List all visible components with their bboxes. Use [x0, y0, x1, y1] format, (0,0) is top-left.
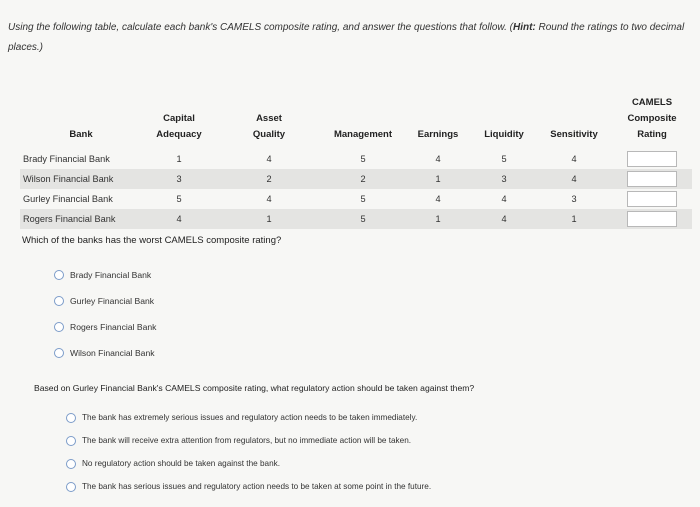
- question-1-options: [54, 262, 156, 366]
- earnings-value: 4: [435, 154, 441, 164]
- option-label: Gurley Financial Bank: [70, 296, 155, 306]
- radio-button[interactable]: [66, 482, 76, 492]
- option-label: The bank has serious issues and regulatory action needs to be taken at some point in the future.: [82, 482, 432, 491]
- bank-name: Wilson Financial Bank: [20, 169, 142, 189]
- earnings-value: 1: [404, 169, 472, 189]
- earnings-value: 4: [435, 194, 441, 204]
- table-row: [20, 149, 692, 169]
- q2-option-immediate-action[interactable]: [66, 406, 431, 429]
- header-sensitivity: Sensitivity: [550, 129, 598, 140]
- option-label: The bank will receive extra attention from regulators, but no immediate action will be taken.: [82, 436, 412, 445]
- header-capital-adequacy: Capital Adequacy: [156, 113, 202, 140]
- bank-name: Rogers Financial Bank: [20, 209, 142, 229]
- radio-button[interactable]: [66, 459, 76, 469]
- rating-cell: [612, 149, 692, 169]
- q1-option-rogers[interactable]: [54, 314, 156, 340]
- bank-name: Gurley Financial Bank: [23, 194, 113, 204]
- asset-value: 2: [216, 169, 322, 189]
- management-value: 2: [322, 169, 404, 189]
- question-2-text: Based on Gurley Financial Bank's CAMELS composite rating, what regulatory action should be taken against them?: [34, 383, 475, 393]
- q2-option-future-action[interactable]: [66, 475, 431, 498]
- instructions: Using the following table, calculate each bank's CAMELS composite rating, and answer the questions that follow. (Hint: Round the ratings to two decimal places.): [8, 22, 685, 53]
- camels-table: [20, 95, 692, 229]
- sensitivity-value: 4: [536, 169, 612, 189]
- capital-value: 1: [176, 154, 182, 164]
- radio-button[interactable]: [54, 322, 64, 332]
- sensitivity-value: 1: [536, 209, 612, 229]
- asset-value: 1: [216, 209, 322, 229]
- capital-value: 5: [176, 194, 182, 204]
- header-liquidity: Liquidity: [484, 129, 524, 140]
- header-earnings: Earnings: [417, 129, 459, 140]
- question-2-options: [66, 406, 431, 498]
- sensitivity-value: 4: [571, 154, 577, 164]
- q2-option-extra-attention[interactable]: [66, 429, 431, 452]
- table-header-row: [20, 95, 692, 149]
- question-1-text: Which of the banks has the worst CAMELS composite rating?: [22, 235, 282, 246]
- option-label: Rogers Financial Bank: [70, 322, 157, 332]
- sensitivity-value: 3: [571, 194, 577, 204]
- option-label: No regulatory action should be taken against the bank.: [82, 459, 280, 468]
- bank-name: Brady Financial Bank: [23, 154, 110, 164]
- earnings-value: 1: [404, 209, 472, 229]
- q1-option-gurley[interactable]: [54, 288, 156, 314]
- header-composite-rating: CAMELS Composite Rating: [627, 97, 677, 140]
- q1-option-brady[interactable]: [54, 262, 156, 288]
- capital-value: 3: [142, 169, 216, 189]
- option-label: Wilson Financial Bank: [70, 348, 155, 358]
- table-row: [20, 189, 692, 209]
- rating-cell: [612, 209, 692, 229]
- management-value: 5: [360, 194, 366, 204]
- q2-option-no-action[interactable]: [66, 452, 431, 475]
- radio-button[interactable]: [54, 270, 64, 280]
- liquidity-value: 4: [472, 209, 536, 229]
- management-value: 5: [322, 209, 404, 229]
- asset-value: 4: [266, 154, 272, 164]
- header-management: Management: [333, 129, 393, 140]
- liquidity-value: 5: [501, 154, 507, 164]
- capital-value: 4: [142, 209, 216, 229]
- radio-button[interactable]: [66, 436, 76, 446]
- header-asset-quality: Asset Quality: [252, 113, 286, 140]
- table-row: [20, 209, 692, 229]
- radio-button[interactable]: [54, 348, 64, 358]
- q1-option-wilson[interactable]: [54, 340, 156, 366]
- asset-value: 4: [266, 194, 272, 204]
- management-value: 5: [360, 154, 366, 164]
- header-bank: Bank: [69, 129, 93, 140]
- rating-input-wilson[interactable]: [627, 171, 677, 187]
- liquidity-value: 3: [472, 169, 536, 189]
- option-label: The bank has extremely serious issues and regulatory action needs to be taken immediately.: [82, 413, 418, 422]
- rating-input-gurley[interactable]: [627, 191, 677, 207]
- radio-button[interactable]: [54, 296, 64, 306]
- rating-cell: [612, 189, 692, 209]
- liquidity-value: 4: [501, 194, 507, 204]
- hint-label: Hint:: [512, 22, 536, 33]
- rating-input-rogers[interactable]: [627, 211, 677, 227]
- radio-button[interactable]: [66, 413, 76, 423]
- rating-input-brady[interactable]: [627, 151, 677, 167]
- rating-cell: [612, 169, 692, 189]
- option-label: Brady Financial Bank: [70, 270, 152, 280]
- table-row: [20, 169, 692, 189]
